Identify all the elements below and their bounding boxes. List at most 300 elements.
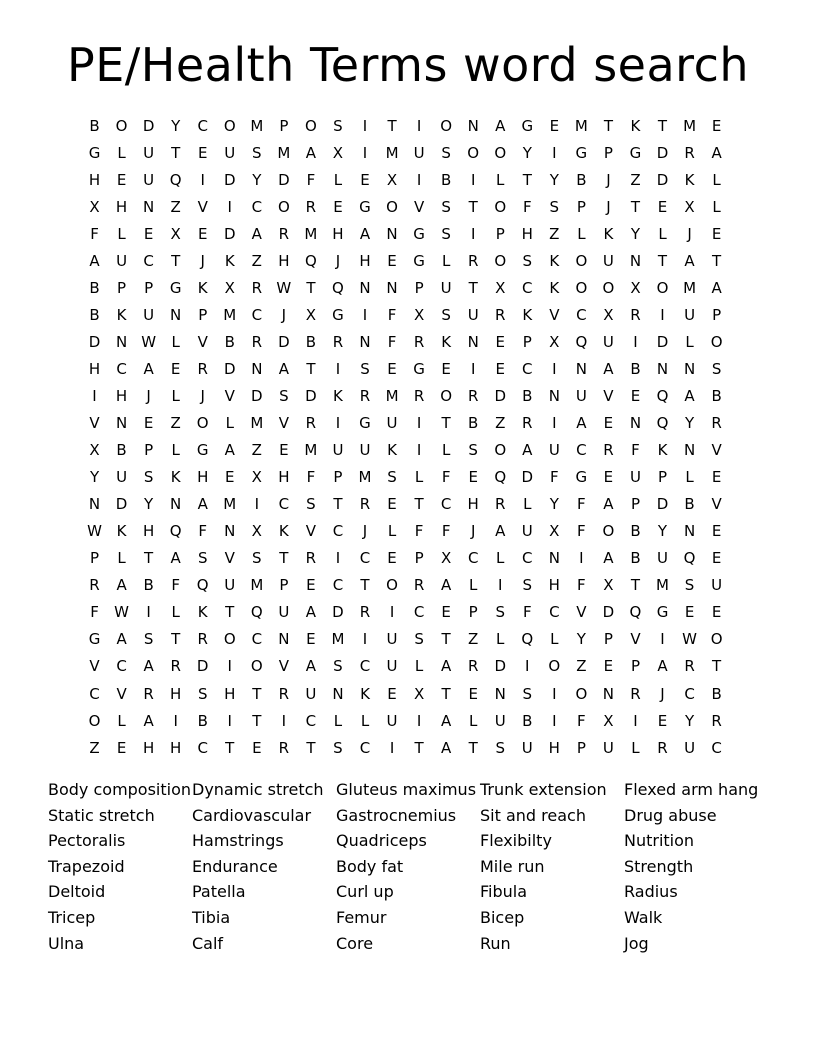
- grid-letter[interactable]: Q: [332, 278, 344, 297]
- grid-letter[interactable]: P: [144, 441, 154, 460]
- grid-letter[interactable]: V: [711, 495, 722, 514]
- grid-letter[interactable]: O: [223, 630, 236, 649]
- grid-letter[interactable]: L: [414, 468, 424, 487]
- grid-letter[interactable]: R: [495, 495, 506, 514]
- grid-letter[interactable]: C: [278, 495, 290, 514]
- grid-letter[interactable]: H: [170, 684, 182, 703]
- grid-letter[interactable]: L: [658, 224, 667, 243]
- grid-letter[interactable]: Z: [468, 630, 479, 649]
- grid-letter[interactable]: C: [413, 603, 425, 622]
- grid-letter[interactable]: L: [171, 603, 180, 622]
- grid-letter[interactable]: B: [630, 549, 641, 568]
- grid-letter[interactable]: U: [413, 143, 425, 162]
- grid-letter[interactable]: H: [521, 224, 533, 243]
- grid-letter[interactable]: M: [683, 116, 697, 135]
- grid-letter[interactable]: Y: [89, 468, 100, 487]
- grid-letter[interactable]: D: [521, 468, 534, 487]
- grid-letter[interactable]: K: [603, 224, 614, 243]
- grid-letter[interactable]: E: [468, 684, 478, 703]
- grid-letter[interactable]: R: [603, 441, 614, 460]
- grid-letter[interactable]: P: [144, 278, 154, 297]
- grid-letter[interactable]: G: [629, 143, 642, 162]
- grid-letter[interactable]: M: [250, 414, 264, 433]
- grid-letter[interactable]: U: [278, 603, 290, 622]
- grid-letter[interactable]: P: [198, 305, 208, 324]
- grid-letter[interactable]: L: [333, 711, 343, 730]
- grid-letter[interactable]: R: [413, 386, 425, 405]
- grid-letter[interactable]: Q: [250, 603, 263, 622]
- grid-letter[interactable]: X: [413, 684, 425, 703]
- grid-letter[interactable]: O: [494, 251, 507, 270]
- grid-letter[interactable]: O: [440, 386, 453, 405]
- grid-letter[interactable]: G: [88, 143, 101, 162]
- grid-letter[interactable]: T: [144, 549, 154, 568]
- grid-letter[interactable]: V: [576, 603, 587, 622]
- grid-letter[interactable]: F: [306, 468, 316, 487]
- grid-letter[interactable]: H: [332, 224, 344, 243]
- grid-letter[interactable]: I: [92, 386, 97, 405]
- grid-letter[interactable]: I: [362, 143, 368, 162]
- grid-letter[interactable]: Q: [656, 386, 669, 405]
- grid-letter[interactable]: F: [90, 603, 99, 622]
- grid-letter[interactable]: R: [684, 143, 695, 162]
- grid-letter[interactable]: T: [171, 143, 181, 162]
- grid-letter[interactable]: Y: [144, 495, 154, 514]
- grid-letter[interactable]: O: [386, 197, 398, 216]
- grid-letter[interactable]: U: [143, 170, 155, 189]
- grid-letter[interactable]: E: [306, 630, 316, 649]
- grid-letter[interactable]: L: [441, 251, 451, 270]
- grid-letter[interactable]: K: [549, 251, 560, 270]
- grid-letter[interactable]: F: [577, 522, 586, 541]
- grid-letter[interactable]: R: [467, 386, 479, 405]
- grid-letter[interactable]: S: [468, 441, 478, 460]
- grid-letter[interactable]: H: [548, 576, 560, 595]
- grid-letter[interactable]: H: [359, 251, 371, 270]
- grid-letter[interactable]: F: [577, 576, 586, 595]
- grid-letter[interactable]: W: [141, 332, 157, 351]
- grid-letter[interactable]: Q: [683, 549, 696, 568]
- grid-letter[interactable]: O: [386, 576, 398, 595]
- grid-letter[interactable]: C: [197, 738, 208, 757]
- grid-letter[interactable]: U: [467, 305, 479, 324]
- grid-letter[interactable]: C: [251, 197, 263, 216]
- grid-letter[interactable]: Q: [521, 630, 534, 649]
- grid-letter[interactable]: K: [278, 522, 289, 541]
- grid-letter[interactable]: A: [576, 414, 587, 433]
- grid-letter[interactable]: I: [227, 711, 232, 730]
- grid-letter[interactable]: C: [467, 549, 479, 568]
- grid-letter[interactable]: T: [360, 576, 370, 595]
- grid-letter[interactable]: V: [278, 657, 289, 676]
- grid-letter[interactable]: S: [143, 630, 154, 649]
- grid-letter[interactable]: W: [682, 630, 697, 649]
- grid-letter[interactable]: I: [389, 738, 395, 757]
- grid-letter[interactable]: N: [115, 414, 128, 433]
- grid-letter[interactable]: K: [333, 386, 343, 405]
- grid-letter[interactable]: L: [225, 414, 234, 433]
- grid-letter[interactable]: R: [359, 495, 371, 514]
- grid-letter[interactable]: Q: [656, 414, 669, 433]
- grid-letter[interactable]: M: [250, 576, 264, 595]
- grid-letter[interactable]: C: [522, 359, 533, 378]
- grid-letter[interactable]: T: [333, 495, 343, 514]
- grid-letter[interactable]: I: [498, 576, 503, 595]
- grid-letter[interactable]: K: [387, 441, 397, 460]
- grid-letter[interactable]: Z: [576, 657, 587, 676]
- grid-letter[interactable]: I: [416, 711, 422, 730]
- grid-letter[interactable]: C: [359, 549, 371, 568]
- grid-letter[interactable]: X: [684, 197, 695, 216]
- grid-letter[interactable]: V: [278, 414, 289, 433]
- grid-letter[interactable]: L: [117, 549, 126, 568]
- grid-letter[interactable]: N: [683, 522, 696, 541]
- grid-letter[interactable]: B: [522, 711, 533, 730]
- grid-letter[interactable]: N: [115, 332, 128, 351]
- grid-letter[interactable]: W: [87, 522, 102, 541]
- grid-letter[interactable]: I: [579, 549, 584, 568]
- grid-letter[interactable]: S: [279, 386, 289, 405]
- grid-letter[interactable]: O: [250, 657, 263, 676]
- grid-letter[interactable]: L: [577, 224, 586, 243]
- grid-letter[interactable]: E: [657, 197, 668, 216]
- grid-letter[interactable]: T: [279, 549, 289, 568]
- grid-letter[interactable]: A: [441, 657, 452, 676]
- grid-letter[interactable]: C: [549, 603, 560, 622]
- grid-letter[interactable]: I: [389, 603, 395, 622]
- grid-letter[interactable]: T: [630, 197, 641, 216]
- grid-letter[interactable]: N: [683, 359, 696, 378]
- grid-letter[interactable]: S: [197, 549, 208, 568]
- grid-letter[interactable]: C: [332, 576, 344, 595]
- grid-letter[interactable]: F: [577, 711, 586, 730]
- grid-letter[interactable]: A: [305, 603, 317, 622]
- grid-letter[interactable]: I: [227, 657, 232, 676]
- grid-letter[interactable]: I: [470, 359, 476, 378]
- grid-letter[interactable]: F: [387, 332, 397, 351]
- grid-letter[interactable]: C: [197, 116, 208, 135]
- grid-letter[interactable]: D: [278, 332, 290, 351]
- grid-letter[interactable]: L: [685, 332, 694, 351]
- grid-letter[interactable]: T: [657, 251, 668, 270]
- grid-letter[interactable]: N: [251, 359, 263, 378]
- grid-letter[interactable]: K: [630, 116, 641, 135]
- grid-letter[interactable]: X: [413, 305, 425, 324]
- grid-letter[interactable]: L: [712, 197, 721, 216]
- grid-letter[interactable]: U: [629, 468, 641, 487]
- grid-letter[interactable]: L: [171, 386, 180, 405]
- grid-letter[interactable]: Z: [549, 224, 560, 243]
- grid-letter[interactable]: M: [223, 495, 237, 514]
- grid-letter[interactable]: B: [711, 386, 722, 405]
- grid-letter[interactable]: H: [115, 386, 128, 405]
- grid-letter[interactable]: R: [278, 224, 290, 243]
- grid-letter[interactable]: M: [656, 576, 669, 595]
- grid-letter[interactable]: Y: [549, 495, 559, 514]
- grid-letter[interactable]: B: [89, 116, 100, 135]
- grid-letter[interactable]: B: [89, 305, 100, 324]
- grid-letter[interactable]: S: [333, 116, 343, 135]
- grid-letter[interactable]: N: [683, 441, 696, 460]
- grid-letter[interactable]: C: [116, 359, 127, 378]
- grid-letter[interactable]: Y: [252, 170, 262, 189]
- grid-letter[interactable]: B: [522, 386, 533, 405]
- grid-letter[interactable]: H: [548, 738, 560, 757]
- grid-letter[interactable]: O: [494, 197, 507, 216]
- grid-letter[interactable]: U: [684, 305, 696, 324]
- grid-letter[interactable]: L: [523, 495, 532, 514]
- grid-letter[interactable]: B: [197, 711, 208, 730]
- grid-letter[interactable]: O: [602, 522, 615, 541]
- grid-letter[interactable]: I: [416, 116, 422, 135]
- grid-letter[interactable]: E: [387, 495, 397, 514]
- grid-letter[interactable]: R: [711, 414, 722, 433]
- grid-letter[interactable]: H: [142, 522, 155, 541]
- grid-letter[interactable]: B: [684, 495, 695, 514]
- grid-letter[interactable]: E: [387, 359, 397, 378]
- grid-letter[interactable]: V: [630, 630, 641, 649]
- grid-letter[interactable]: N: [602, 684, 615, 703]
- grid-letter[interactable]: U: [521, 522, 533, 541]
- grid-letter[interactable]: R: [495, 305, 506, 324]
- grid-letter[interactable]: U: [143, 305, 155, 324]
- grid-letter[interactable]: I: [335, 549, 341, 568]
- grid-letter[interactable]: T: [414, 738, 424, 757]
- grid-letter[interactable]: A: [116, 576, 127, 595]
- grid-letter[interactable]: F: [441, 522, 451, 541]
- grid-letter[interactable]: D: [602, 603, 615, 622]
- grid-letter[interactable]: E: [143, 414, 154, 433]
- grid-letter[interactable]: E: [143, 224, 154, 243]
- grid-letter[interactable]: R: [711, 711, 722, 730]
- grid-letter[interactable]: K: [224, 251, 235, 270]
- grid-letter[interactable]: Q: [575, 332, 588, 351]
- grid-letter[interactable]: E: [252, 738, 262, 757]
- grid-letter[interactable]: C: [332, 522, 344, 541]
- grid-letter[interactable]: Q: [196, 576, 209, 595]
- grid-letter[interactable]: E: [684, 603, 695, 622]
- grid-letter[interactable]: V: [413, 197, 425, 216]
- grid-letter[interactable]: C: [116, 657, 127, 676]
- grid-letter[interactable]: U: [359, 441, 371, 460]
- grid-letter[interactable]: S: [252, 143, 262, 162]
- grid-letter[interactable]: F: [414, 522, 424, 541]
- grid-letter[interactable]: P: [414, 549, 424, 568]
- grid-letter[interactable]: U: [602, 332, 614, 351]
- grid-letter[interactable]: P: [657, 468, 668, 487]
- grid-letter[interactable]: V: [603, 386, 614, 405]
- grid-letter[interactable]: R: [170, 657, 181, 676]
- grid-letter[interactable]: G: [413, 359, 425, 378]
- grid-letter[interactable]: Y: [684, 414, 695, 433]
- grid-letter[interactable]: O: [494, 143, 507, 162]
- grid-letter[interactable]: X: [251, 522, 262, 541]
- grid-letter[interactable]: J: [200, 251, 205, 270]
- grid-letter[interactable]: R: [413, 332, 425, 351]
- grid-letter[interactable]: A: [441, 576, 452, 595]
- grid-letter[interactable]: K: [170, 468, 181, 487]
- grid-letter[interactable]: D: [223, 224, 236, 243]
- grid-letter[interactable]: B: [224, 332, 235, 351]
- grid-letter[interactable]: I: [552, 143, 557, 162]
- grid-letter[interactable]: A: [495, 522, 506, 541]
- grid-letter[interactable]: G: [359, 414, 371, 433]
- grid-letter[interactable]: A: [711, 143, 722, 162]
- grid-letter[interactable]: I: [470, 224, 476, 243]
- grid-letter[interactable]: R: [630, 305, 641, 324]
- grid-letter[interactable]: G: [575, 468, 588, 487]
- grid-letter[interactable]: A: [143, 657, 154, 676]
- grid-letter[interactable]: H: [88, 170, 101, 189]
- grid-letter[interactable]: L: [685, 468, 694, 487]
- grid-letter[interactable]: K: [441, 332, 452, 351]
- grid-letter[interactable]: S: [333, 657, 343, 676]
- grid-letter[interactable]: X: [305, 305, 317, 324]
- grid-letter[interactable]: Y: [549, 170, 559, 189]
- grid-letter[interactable]: T: [414, 495, 424, 514]
- grid-letter[interactable]: L: [387, 522, 397, 541]
- grid-letter[interactable]: L: [469, 576, 478, 595]
- grid-letter[interactable]: O: [223, 116, 236, 135]
- grid-letter[interactable]: R: [522, 414, 533, 433]
- grid-letter[interactable]: B: [576, 170, 587, 189]
- grid-letter[interactable]: L: [496, 549, 505, 568]
- grid-letter[interactable]: U: [386, 630, 398, 649]
- grid-letter[interactable]: X: [630, 278, 641, 297]
- grid-letter[interactable]: I: [254, 495, 260, 514]
- grid-letter[interactable]: E: [711, 522, 722, 541]
- grid-letter[interactable]: E: [603, 657, 614, 676]
- grid-letter[interactable]: K: [684, 170, 695, 189]
- grid-letter[interactable]: T: [306, 278, 316, 297]
- grid-letter[interactable]: E: [711, 468, 722, 487]
- grid-letter[interactable]: Z: [495, 414, 506, 433]
- grid-letter[interactable]: U: [116, 251, 128, 270]
- grid-letter[interactable]: I: [362, 305, 368, 324]
- grid-letter[interactable]: L: [333, 170, 343, 189]
- grid-letter[interactable]: K: [116, 305, 127, 324]
- grid-letter[interactable]: X: [549, 332, 560, 351]
- grid-letter[interactable]: Q: [169, 522, 182, 541]
- grid-letter[interactable]: K: [657, 441, 668, 460]
- grid-letter[interactable]: I: [552, 684, 557, 703]
- grid-letter[interactable]: Q: [169, 170, 182, 189]
- grid-letter[interactable]: B: [116, 441, 127, 460]
- grid-letter[interactable]: X: [251, 468, 262, 487]
- grid-letter[interactable]: C: [684, 684, 695, 703]
- grid-letter[interactable]: U: [602, 251, 614, 270]
- grid-letter[interactable]: B: [711, 684, 722, 703]
- grid-letter[interactable]: U: [711, 576, 723, 595]
- grid-letter[interactable]: I: [335, 414, 341, 433]
- grid-letter[interactable]: I: [416, 441, 422, 460]
- grid-letter[interactable]: R: [332, 332, 344, 351]
- grid-letter[interactable]: N: [548, 549, 560, 568]
- grid-letter[interactable]: T: [657, 116, 668, 135]
- grid-letter[interactable]: C: [711, 738, 722, 757]
- grid-letter[interactable]: O: [277, 197, 290, 216]
- grid-letter[interactable]: S: [333, 738, 343, 757]
- grid-letter[interactable]: L: [441, 441, 451, 460]
- grid-letter[interactable]: D: [278, 170, 290, 189]
- grid-letter[interactable]: F: [550, 468, 559, 487]
- grid-letter[interactable]: F: [306, 170, 316, 189]
- grid-letter[interactable]: D: [494, 386, 506, 405]
- grid-letter[interactable]: A: [251, 224, 262, 243]
- grid-letter[interactable]: A: [603, 359, 614, 378]
- grid-letter[interactable]: N: [359, 278, 371, 297]
- grid-letter[interactable]: W: [276, 278, 292, 297]
- grid-letter[interactable]: C: [522, 549, 533, 568]
- grid-letter[interactable]: W: [114, 603, 129, 622]
- grid-letter[interactable]: C: [359, 657, 371, 676]
- grid-letter[interactable]: C: [89, 684, 100, 703]
- grid-letter[interactable]: D: [223, 359, 236, 378]
- grid-letter[interactable]: D: [656, 143, 669, 162]
- grid-letter[interactable]: J: [687, 224, 692, 243]
- grid-letter[interactable]: S: [549, 197, 560, 216]
- grid-letter[interactable]: F: [522, 197, 532, 216]
- grid-letter[interactable]: K: [197, 603, 208, 622]
- grid-letter[interactable]: G: [359, 197, 371, 216]
- grid-letter[interactable]: C: [251, 305, 263, 324]
- grid-letter[interactable]: E: [387, 684, 397, 703]
- grid-letter[interactable]: H: [224, 684, 236, 703]
- grid-letter[interactable]: V: [89, 657, 100, 676]
- grid-letter[interactable]: E: [549, 116, 560, 135]
- grid-letter[interactable]: T: [712, 657, 722, 676]
- grid-letter[interactable]: U: [657, 549, 668, 568]
- grid-letter[interactable]: C: [440, 495, 452, 514]
- grid-letter[interactable]: V: [549, 305, 560, 324]
- grid-letter[interactable]: P: [90, 549, 100, 568]
- grid-letter[interactable]: O: [710, 630, 723, 649]
- grid-letter[interactable]: P: [576, 197, 586, 216]
- grid-letter[interactable]: N: [88, 495, 101, 514]
- grid-letter[interactable]: A: [441, 711, 452, 730]
- grid-letter[interactable]: N: [359, 332, 371, 351]
- grid-letter[interactable]: L: [117, 711, 126, 730]
- grid-letter[interactable]: E: [468, 468, 478, 487]
- grid-letter[interactable]: T: [630, 576, 641, 595]
- grid-letter[interactable]: I: [633, 711, 638, 730]
- grid-letter[interactable]: T: [252, 684, 262, 703]
- grid-letter[interactable]: B: [305, 332, 317, 351]
- grid-letter[interactable]: Y: [171, 116, 181, 135]
- grid-letter[interactable]: H: [197, 468, 209, 487]
- grid-letter[interactable]: P: [495, 224, 505, 243]
- grid-letter[interactable]: O: [656, 278, 669, 297]
- grid-letter[interactable]: M: [358, 468, 372, 487]
- grid-letter[interactable]: R: [467, 251, 479, 270]
- grid-letter[interactable]: D: [196, 657, 209, 676]
- grid-letter[interactable]: N: [575, 359, 587, 378]
- grid-letter[interactable]: N: [494, 684, 506, 703]
- grid-letter[interactable]: S: [495, 603, 505, 622]
- grid-letter[interactable]: V: [197, 332, 208, 351]
- grid-letter[interactable]: S: [387, 468, 397, 487]
- grid-letter[interactable]: T: [441, 414, 451, 433]
- grid-letter[interactable]: A: [657, 657, 668, 676]
- grid-letter[interactable]: R: [467, 657, 479, 676]
- grid-letter[interactable]: P: [279, 116, 289, 135]
- grid-letter[interactable]: M: [223, 305, 237, 324]
- grid-letter[interactable]: N: [548, 386, 560, 405]
- grid-letter[interactable]: X: [89, 441, 100, 460]
- grid-letter[interactable]: X: [603, 711, 614, 730]
- grid-letter[interactable]: Y: [684, 711, 695, 730]
- grid-letter[interactable]: C: [576, 441, 587, 460]
